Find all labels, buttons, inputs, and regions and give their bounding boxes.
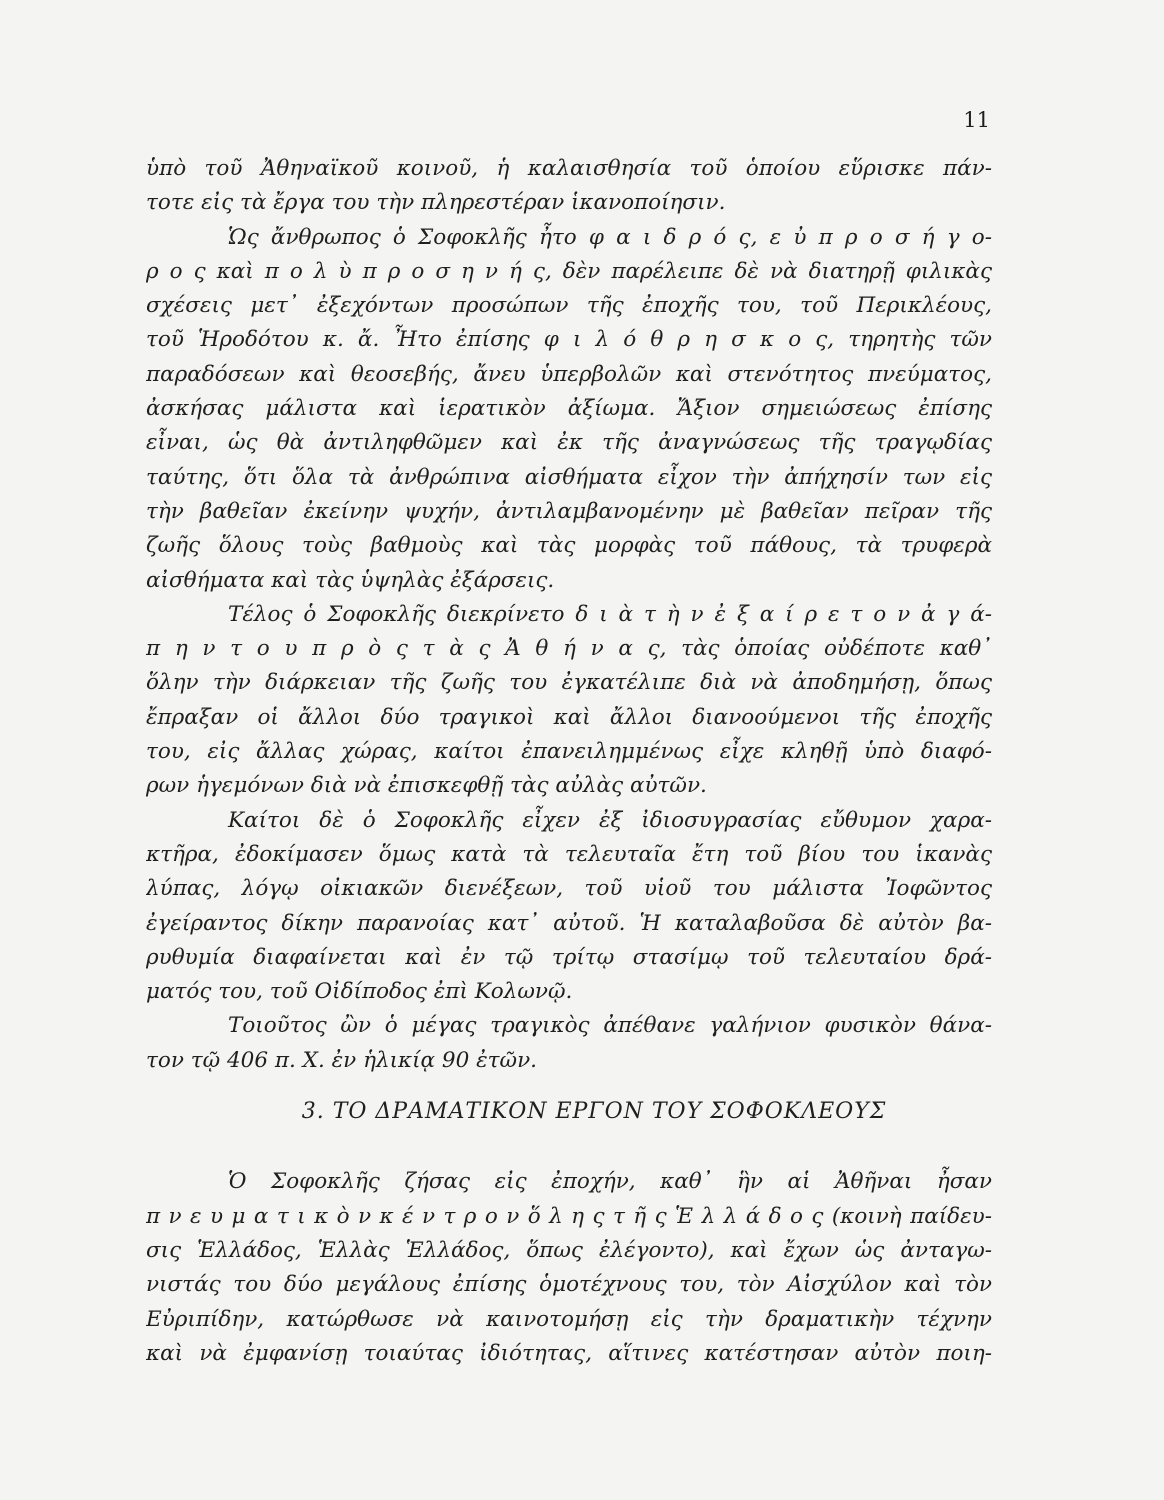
text-line: π ν ε υ μ α τ ι κ ὸ ν κ έ ν τ ρ ο ν ὅ λ η ς τ ῆ ς Ἑ λ λ ά δ ο ς (κοινὴ παίδευ- <box>146 1203 992 1229</box>
text-line: ἀσκήσας μάλιστα καὶ ἱερατικὸν ἀξίωμα. Ἄξιον σημειώσεως ἐπίσης <box>146 396 992 422</box>
text-line: του, εἰς ἄλλας χώρας, καίτοι ἐπανειλημμένως εἶχε κληθῇ ὑπὸ διαφό- <box>146 739 992 765</box>
text-line: ὅλην τὴν διάρκειαν τῆς ζωῆς του ἐγκατέλιπε διὰ νὰ ἀποδημήσῃ, ὅπως <box>146 670 992 696</box>
text-line: σις Ἑλλάδος, Ἑλλὰς Ἑλλάδος, ὅπως ἐλέγοντο), καὶ ἔχων ὡς ἀνταγω- <box>146 1237 992 1263</box>
text-line: Ὡς ἄνθρωπος ὁ Σοφοκλῆς ἦτο φ α ι δ ρ ό ς, ε ὐ π ρ ο σ ή γ ο- <box>228 224 992 250</box>
section-heading: 3. ΤΟ ΔΡΑΜΑΤΙΚΟΝ ΕΡΓΟΝ ΤΟΥ ΣΟΦΟΚΛΕΟΥΣ <box>301 1099 887 1125</box>
text-line: αἰσθήματα καὶ τὰς ὑψηλὰς ἐξάρσεις. <box>146 567 555 593</box>
text-line: τὴν βαθεῖαν ἐκείνην ψυχήν, ἀντιλαμβανομένην μὲ βαθεῖαν πεῖραν τῆς <box>146 498 992 524</box>
text-line: Εὐριπίδην, κατώρθωσε νὰ καινοτομήσῃ εἰς τὴν δραματικὴν τέχνην <box>146 1306 992 1332</box>
text-line: ἔπραξαν οἱ ἄλλοι δύο τραγικοὶ καὶ ἄλλοι διανοούμενοι τῆς ἐποχῆς <box>146 704 992 730</box>
text-line: παραδόσεων καὶ θεοσεβής, ἄνευ ὑπερβολῶν καὶ στενότητος πνεύματος, <box>146 361 992 387</box>
text-line: ρ ο ς καὶ π ο λ ὺ π ρ ο σ η ν ή ς, δὲν παρέλειπε δὲ νὰ διατηρῇ φιλικὰς <box>146 258 992 284</box>
text-line: π η ν τ ο υ π ρ ὸ ς τ ὰ ς Ἀ θ ή ν α ς, τὰς ὁποίας οὐδέποτε καθ᾽ <box>146 636 992 662</box>
text-line: ζωῆς ὅλους τοὺς βαθμοὺς καὶ τὰς μορφὰς τοῦ πάθους, τὰ τρυφερὰ <box>146 533 992 559</box>
text-line: ρων ἡγεμόνων διὰ νὰ ἐπισκεφθῇ τὰς αὐλὰς αὐτῶν. <box>146 773 707 799</box>
text-line: τοτε εἰς τὰ ἔργα του τὴν πληρεστέραν ἱκανοποίησιν. <box>146 190 726 216</box>
text-line: λύπας, λόγῳ οἰκιακῶν διενέξεων, τοῦ υἱοῦ του μάλιστα Ἰοφῶντος <box>146 876 992 902</box>
text-line: ἐγείραντος δίκην παρανοίας κατ᾽ αὐτοῦ. Ἡ καταλαβοῦσα δὲ αὐτὸν βα- <box>146 910 992 936</box>
text-line: ματός του, τοῦ Οἰδίποδος ἐπὶ Κολωνῷ. <box>146 979 573 1005</box>
text-line: ὑπὸ τοῦ Ἀθηναϊκοῦ κοινοῦ, ἡ καλαισθησία τοῦ ὁποίου εὕρισκε πάν- <box>146 156 992 181</box>
text-line: ρυθυμία διαφαίνεται καὶ ἐν τῷ τρίτῳ στασίμῳ τοῦ τελευταίου δρά- <box>146 944 992 970</box>
page-number: 11 <box>963 108 990 132</box>
text-line: κτῆρα, ἐδοκίμασεν ὅμως κατὰ τὰ τελευταῖα ἔτη τοῦ βίου του ἱκανὰς <box>146 841 992 867</box>
body-text <box>146 152 992 1371</box>
text-line: Καίτοι δὲ ὁ Σοφοκλῆς εἶχεν ἐξ ἰδιοσυγρασίας εὔθυμον χαρα- <box>228 807 992 833</box>
text-line: Ὁ Σοφοκλῆς ζήσας εἰς ἐποχήν, καθ᾽ ἣν αἱ Ἀθῆναι ἦσαν <box>228 1169 992 1195</box>
spacer <box>146 1129 992 1165</box>
text-line: ταύτης, ὅτι ὅλα τὰ ἀνθρώπινα αἰσθήματα εἶχον τὴν ἀπήχησίν των εἰς <box>146 464 992 490</box>
text-line: Τέλος ὁ Σοφοκλῆς διεκρίνετο δ ι ὰ τ ὴ ν ἐ ξ α ί ρ ε τ ο ν ἀ γ ά- <box>228 601 992 627</box>
text-line: τοῦ Ἡροδότου κ. ἄ. Ἦτο ἐπίσης φ ι λ ό θ ρ η σ κ ο ς, τηρητὴς τῶν <box>146 327 992 353</box>
text-line: Τοιοῦτος ὢν ὁ μέγας τραγικὸς ἀπέθανε γαλήνιον φυσικὸν θάνα- <box>228 1013 992 1039</box>
spacer <box>146 1078 992 1095</box>
text-line: καὶ νὰ ἐμφανίσῃ τοιαύτας ἰδιότητας, αἵτινες κατέστησαν αὐτὸν ποιη- <box>146 1340 992 1366</box>
text-line: νιστάς του δύο μεγάλους ἐπίσης ὁμοτέχνους του, τὸν Αἰσχύλον καὶ τὸν <box>146 1272 992 1298</box>
text-line: εἶναι, ὡς θὰ ἀντιληφθῶμεν καὶ ἐκ τῆς ἀναγνώσεως τῆς τραγῳδίας <box>146 430 992 456</box>
text-line: τον τῷ 406 π. Χ. ἐν ἡλικίᾳ 90 ἐτῶν. <box>146 1047 537 1073</box>
text-line: σχέσεις μετ᾽ ἐξεχόντων προσώπων τῆς ἐποχῆς του, τοῦ Περικλέους, <box>146 293 992 319</box>
